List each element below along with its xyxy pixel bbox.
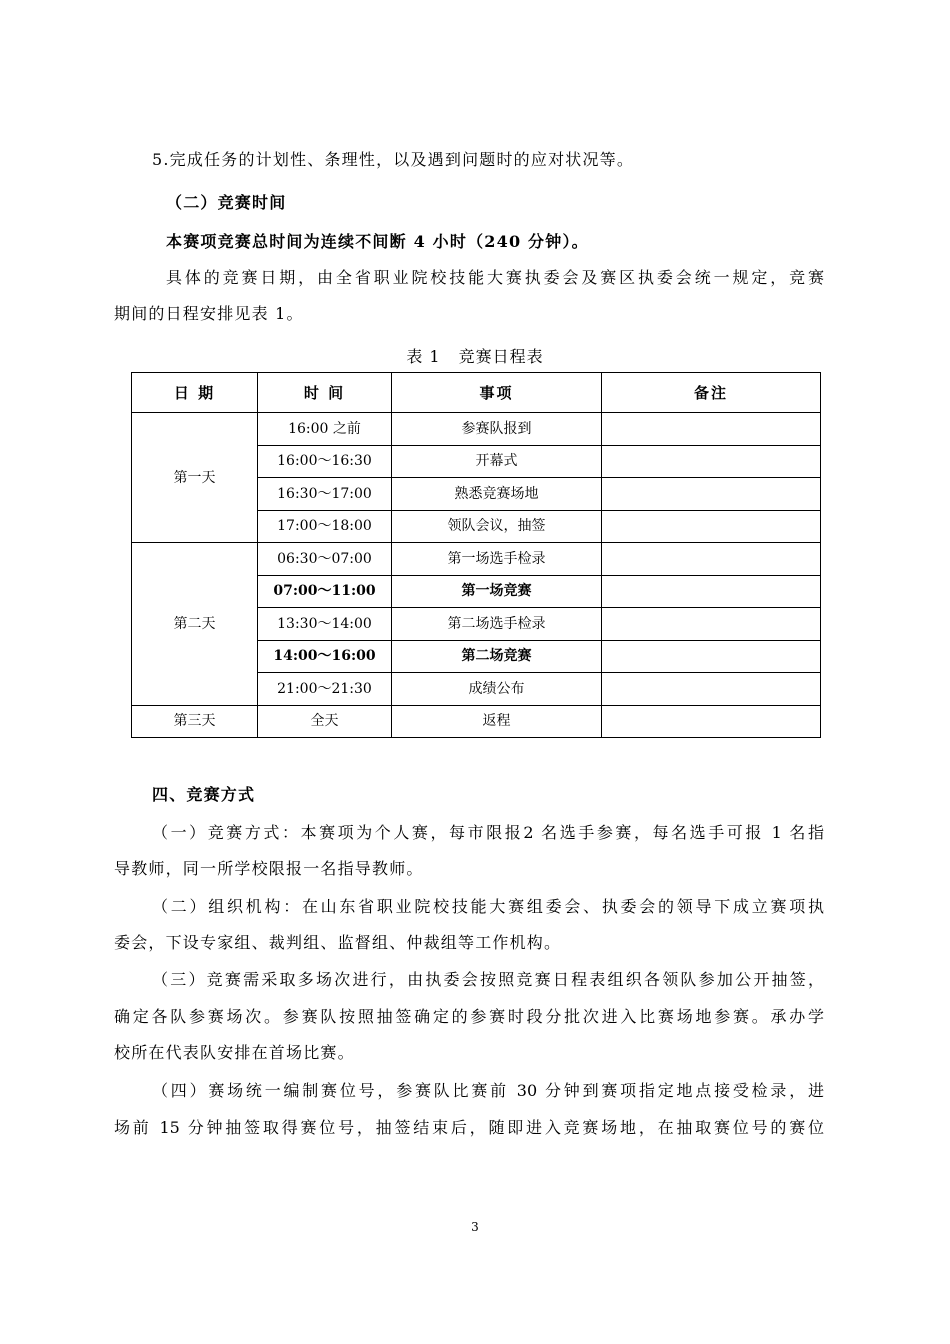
section-4-p2-line-1: （二）组织机构：在山东省职业院校技能大赛组委会、执委会的领导下成立赛项执: [152, 897, 824, 916]
section-4-p3-line-3: 校所在代表队安排在首场比赛。: [114, 1043, 355, 1062]
section-4-p3-line-1: （三）竞赛需采取多场次进行，由执委会按照竞赛日程表组织各领队参加公开抽签，: [152, 970, 824, 989]
item-cell: 成绩公布: [392, 673, 602, 706]
section-4-p1-line-1: （一）竞赛方式：本赛项为个人赛，每市限报2 名选手参赛，每名选手可报 1 名指: [152, 823, 824, 842]
item-cell: 第一场选手检录: [392, 543, 602, 576]
schedule-table: [131, 372, 821, 738]
note-cell: [602, 673, 821, 706]
note-cell: [602, 413, 821, 446]
time-cell: 14:00～16:00: [258, 640, 392, 673]
note-cell: [602, 510, 821, 543]
time-cell: 07:00～11:00: [258, 575, 392, 608]
table-caption-title: 竞赛日程表: [458, 347, 544, 366]
header-note: 备注: [602, 373, 821, 413]
header-date: 日 期: [132, 373, 258, 413]
date-paragraph-line-2: 期间的日程安排见表 1。: [114, 304, 304, 323]
time-cell: 16:00～16:30: [258, 445, 392, 478]
table-caption-number: 表 1: [406, 347, 441, 366]
item-cell: 领队会议，抽签: [392, 510, 602, 543]
table-row: [132, 413, 821, 446]
section-time-title: （二）竞赛时间: [166, 193, 287, 212]
section-4-p1-line-2: 导教师，同一所学校限报一名指导教师。: [114, 859, 424, 878]
page-number: 3: [471, 1220, 479, 1234]
day-cell: 第二天: [132, 543, 258, 706]
time-cell: 全天: [258, 705, 392, 738]
date-paragraph-line-1: 具体的竞赛日期，由全省职业院校技能大赛执委会及赛区执委会统一规定，竞赛: [166, 268, 824, 287]
time-cell: 17:00～18:00: [258, 510, 392, 543]
item-cell: 参赛队报到: [392, 413, 602, 446]
note-cell: [602, 478, 821, 511]
section-4-title: 四、竞赛方式: [152, 785, 256, 804]
day-cell: 第三天: [132, 705, 258, 738]
time-cell: 21:00～21:30: [258, 673, 392, 706]
header-item: 事项: [392, 373, 602, 413]
note-cell: [602, 575, 821, 608]
item-cell: 开幕式: [392, 445, 602, 478]
item-cell: 第二场竞赛: [392, 640, 602, 673]
time-cell: 13:30～14:00: [258, 608, 392, 641]
note-cell: [602, 640, 821, 673]
evaluation-item-5: 5.完成任务的计划性、条理性，以及遇到问题时的应对状况等。: [152, 150, 635, 169]
note-cell: [602, 543, 821, 576]
time-cell: 16:00 之前: [258, 413, 392, 446]
note-cell: [602, 445, 821, 478]
item-cell: 第二场选手检录: [392, 608, 602, 641]
table-caption: [0, 347, 950, 367]
section-4-p4-line-1: （四）赛场统一编制赛位号，参赛队比赛前 30 分钟到赛项指定地点接受检录，进: [152, 1081, 824, 1100]
header-time: 时 间: [258, 373, 392, 413]
item-cell: 熟悉竞赛场地: [392, 478, 602, 511]
item-cell: 第一场竞赛: [392, 575, 602, 608]
note-cell: [602, 608, 821, 641]
table-row: [132, 543, 821, 576]
table-header-row: [132, 373, 821, 413]
section-4-p2-line-2: 委会，下设专家组、裁判组、监督组、仲裁组等工作机构。: [114, 933, 562, 952]
day-cell: 第一天: [132, 413, 258, 543]
total-time-statement: 本赛项竞赛总时间为连续不间断 4 小时（240 分钟）。: [166, 232, 589, 251]
section-4-p4-line-2: 场前 15 分钟抽签取得赛位号，抽签结束后，随即进入竞赛场地，在抽取赛位号的赛位: [114, 1118, 824, 1137]
table-row: [132, 705, 821, 738]
time-cell: 06:30～07:00: [258, 543, 392, 576]
section-4-p3-line-2: 确定各队参赛场次。参赛队按照抽签确定的参赛时段分批次进入比赛场地参赛。承办学: [114, 1007, 824, 1026]
time-cell: 16:30～17:00: [258, 478, 392, 511]
note-cell: [602, 705, 821, 738]
item-cell: 返程: [392, 705, 602, 738]
